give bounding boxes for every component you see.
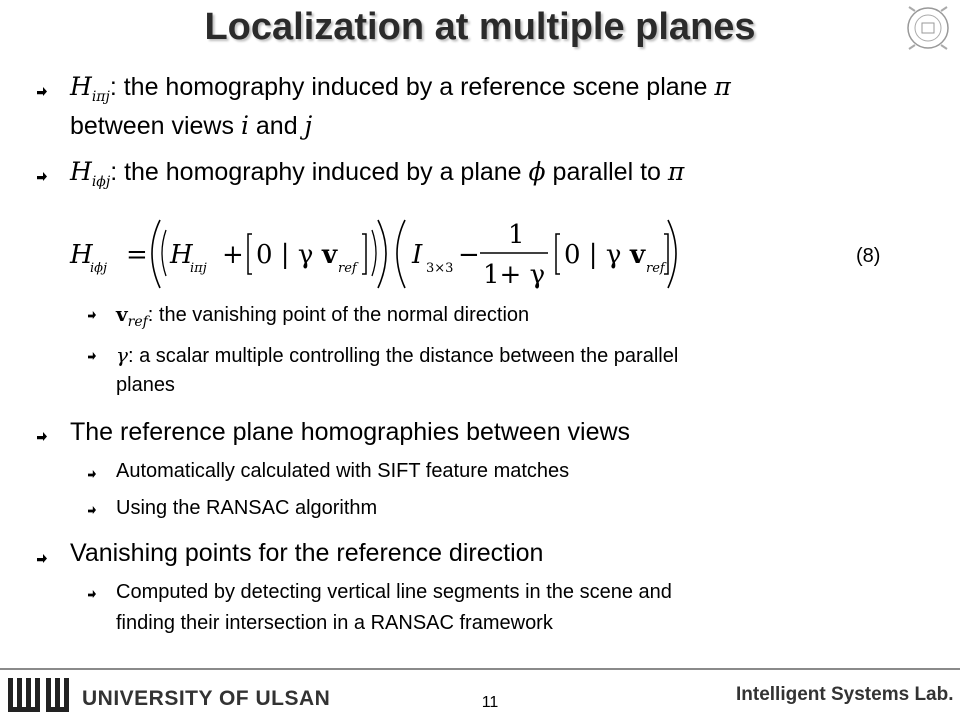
eq-plus: + <box>222 240 244 270</box>
page-number: 11 <box>481 694 499 711</box>
slide-title: Localization at multiple planes <box>204 6 756 48</box>
university-emblem-icon <box>905 5 951 51</box>
homography-equation <box>60 208 680 298</box>
sub-bullet-vref: $v_{ref}$: the vanishing point of the normal direction <box>116 302 530 330</box>
lab-name: Intelligent Systems Lab. <box>736 684 954 705</box>
eq-fraction-num: 1 <box>508 220 525 250</box>
eq-v: v <box>322 240 338 270</box>
eq-H-pi: H <box>170 240 193 270</box>
eq-sub-pi: iπj <box>190 261 207 276</box>
sub-bullet-gamma: γ: a scalar multiple controlling the distance between the parallel <box>116 343 679 367</box>
university-logo-icon <box>8 678 76 712</box>
bullet-arrow-icon <box>37 172 47 181</box>
eq-minus: − <box>458 240 480 270</box>
bullet-arrow-icon <box>37 554 47 563</box>
bullet-homography-reference-line2: between views i and j <box>70 111 313 140</box>
sub-bullet-arrow-icon <box>88 590 96 598</box>
university-name: UNIVERSITY OF ULSAN <box>82 687 331 710</box>
bullet-homography-parallel: $H_{i\phi j}$: the homography induced by a plane ϕ parallel to π <box>70 157 685 190</box>
eq-I: I <box>412 240 423 270</box>
sub-bullet-arrow-icon <box>88 470 96 478</box>
eq-sub-phi: iϕj <box>90 261 108 276</box>
eq-ref: ref <box>338 261 357 276</box>
sub-bullet-arrow-icon <box>88 311 96 319</box>
sub-bullet-ransac: Using the RANSAC algorithm <box>116 497 378 519</box>
sub-bullet-computed: Computed by detecting vertical line segments in the scene and <box>116 581 672 603</box>
sub-bullet-arrow-icon <box>88 506 96 514</box>
bullet-arrow-icon <box>37 87 47 96</box>
eq-H-left: H <box>70 240 93 270</box>
sub-bullet-sift: Automatically calculated with SIFT feature matches <box>116 460 570 482</box>
bullet-vanishing-points: Vanishing points for the reference direction <box>70 539 544 567</box>
eq-v-2: v <box>630 240 646 270</box>
eq-ref-2: ref <box>646 261 665 276</box>
eq-fraction-den: 1+ γ <box>483 260 546 290</box>
sub-bullet-gamma-line2: planes <box>116 374 175 396</box>
bullet-reference-plane: The reference plane homographies between views <box>70 418 631 446</box>
bullet-homography-reference: $H_{i\pi j}$: the homography induced by a reference scene plane π <box>70 72 731 105</box>
equation-number: (8) <box>856 245 881 267</box>
eq-I-sub: 3×3 <box>426 261 454 276</box>
eq-zero-gamma-2: 0 | γ <box>564 240 622 270</box>
eq-equals: = <box>126 240 148 270</box>
bullet-arrow-icon <box>37 432 47 441</box>
sub-bullet-arrow-icon <box>88 352 96 360</box>
footer-divider <box>0 668 960 670</box>
eq-zero-gamma: 0 | γ <box>256 240 314 270</box>
sub-bullet-computed-line2: finding their intersection in a RANSAC framework <box>116 612 553 634</box>
